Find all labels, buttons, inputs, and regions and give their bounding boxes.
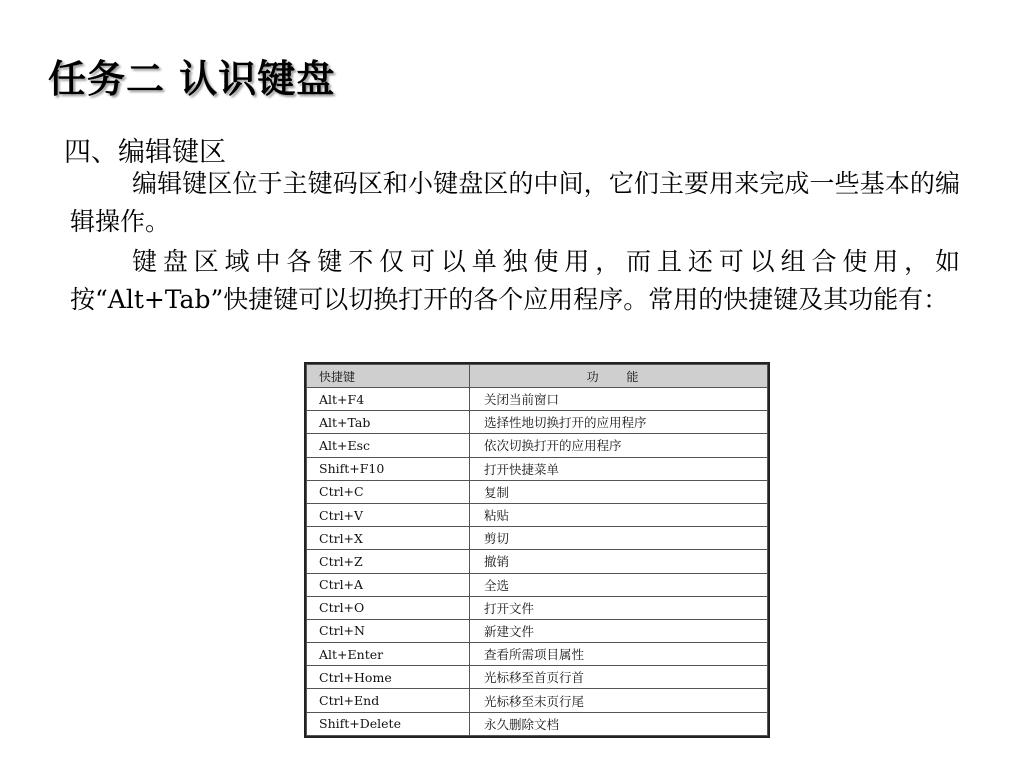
- table-row: [307, 434, 768, 457]
- shortcut-table: [306, 364, 768, 736]
- shortcut-key-cell: Alt+F4: [307, 388, 470, 411]
- table-row: [307, 457, 768, 480]
- shortcut-function-cell: 依次切换打开的应用程序: [470, 434, 768, 457]
- shortcut-function-cell: 新建文件: [470, 619, 768, 642]
- slide-title: 任务二 认识键盘: [48, 57, 336, 101]
- shortcut-function-cell: 光标移至末页行尾: [470, 689, 768, 712]
- shortcut-key-cell: Ctrl+End: [307, 689, 470, 712]
- table-row: [307, 689, 768, 712]
- table-row: [307, 573, 768, 596]
- table-row: [307, 619, 768, 642]
- shortcut-key-cell: Ctrl+X: [307, 527, 470, 550]
- table-row: [307, 550, 768, 573]
- shortcut-key-cell: Alt+Enter: [307, 643, 470, 666]
- shortcut-function-cell: 打开文件: [470, 596, 768, 619]
- shortcut-key-cell: Ctrl+V: [307, 503, 470, 526]
- table-row: [307, 596, 768, 619]
- table-header-row: [307, 365, 768, 388]
- shortcut-function-cell: 永久删除文档: [470, 712, 768, 735]
- section-heading: 四、编辑键区: [64, 137, 226, 168]
- table-row: [307, 712, 768, 735]
- shortcut-table-container: [304, 362, 770, 738]
- shortcut-key-cell: Ctrl+A: [307, 573, 470, 596]
- shortcut-key-cell: Alt+Esc: [307, 434, 470, 457]
- shortcut-function-cell: 光标移至首页行首: [470, 666, 768, 689]
- table-row: [307, 527, 768, 550]
- shortcut-key-cell: Shift+Delete: [307, 712, 470, 735]
- table-row: [307, 666, 768, 689]
- shortcut-key-cell: Ctrl+Home: [307, 666, 470, 689]
- shortcut-key-cell: Ctrl+Z: [307, 550, 470, 573]
- paragraph-shortcut-intro: 键盘区域中各键不仅可以单独使用，而且还可以组合使用，如按“Alt+Tab”快捷键可以切换打开的各个应用程序。常用的快捷键及其功能有：: [70, 247, 960, 314]
- table-row: [307, 411, 768, 434]
- shortcut-key-cell: Alt+Tab: [307, 411, 470, 434]
- shortcut-function-cell: 关闭当前窗口: [470, 388, 768, 411]
- shortcut-key-cell: Ctrl+O: [307, 596, 470, 619]
- shortcut-function-cell: 剪切: [470, 527, 768, 550]
- column-header-shortcut: 快捷键: [307, 365, 470, 388]
- shortcut-function-cell: 复制: [470, 480, 768, 503]
- shortcut-key-cell: Ctrl+N: [307, 619, 470, 642]
- shortcut-function-cell: 粘贴: [470, 503, 768, 526]
- table-row: [307, 480, 768, 503]
- table-row: [307, 643, 768, 666]
- shortcut-function-cell: 选择性地切换打开的应用程序: [470, 411, 768, 434]
- table-row: [307, 388, 768, 411]
- shortcut-key-cell: Ctrl+C: [307, 480, 470, 503]
- shortcut-key-cell: Shift+F10: [307, 457, 470, 480]
- shortcut-function-cell: 全选: [470, 573, 768, 596]
- column-header-function: 功 能: [470, 365, 768, 388]
- shortcut-function-cell: 打开快捷菜单: [470, 457, 768, 480]
- table-row: [307, 503, 768, 526]
- shortcut-function-cell: 撤销: [470, 550, 768, 573]
- paragraph-edit-keys-intro: 编辑键区位于主键码区和小键盘区的中间，它们主要用来完成一些基本的编辑操作。: [70, 169, 960, 236]
- shortcut-function-cell: 查看所需项目属性: [470, 643, 768, 666]
